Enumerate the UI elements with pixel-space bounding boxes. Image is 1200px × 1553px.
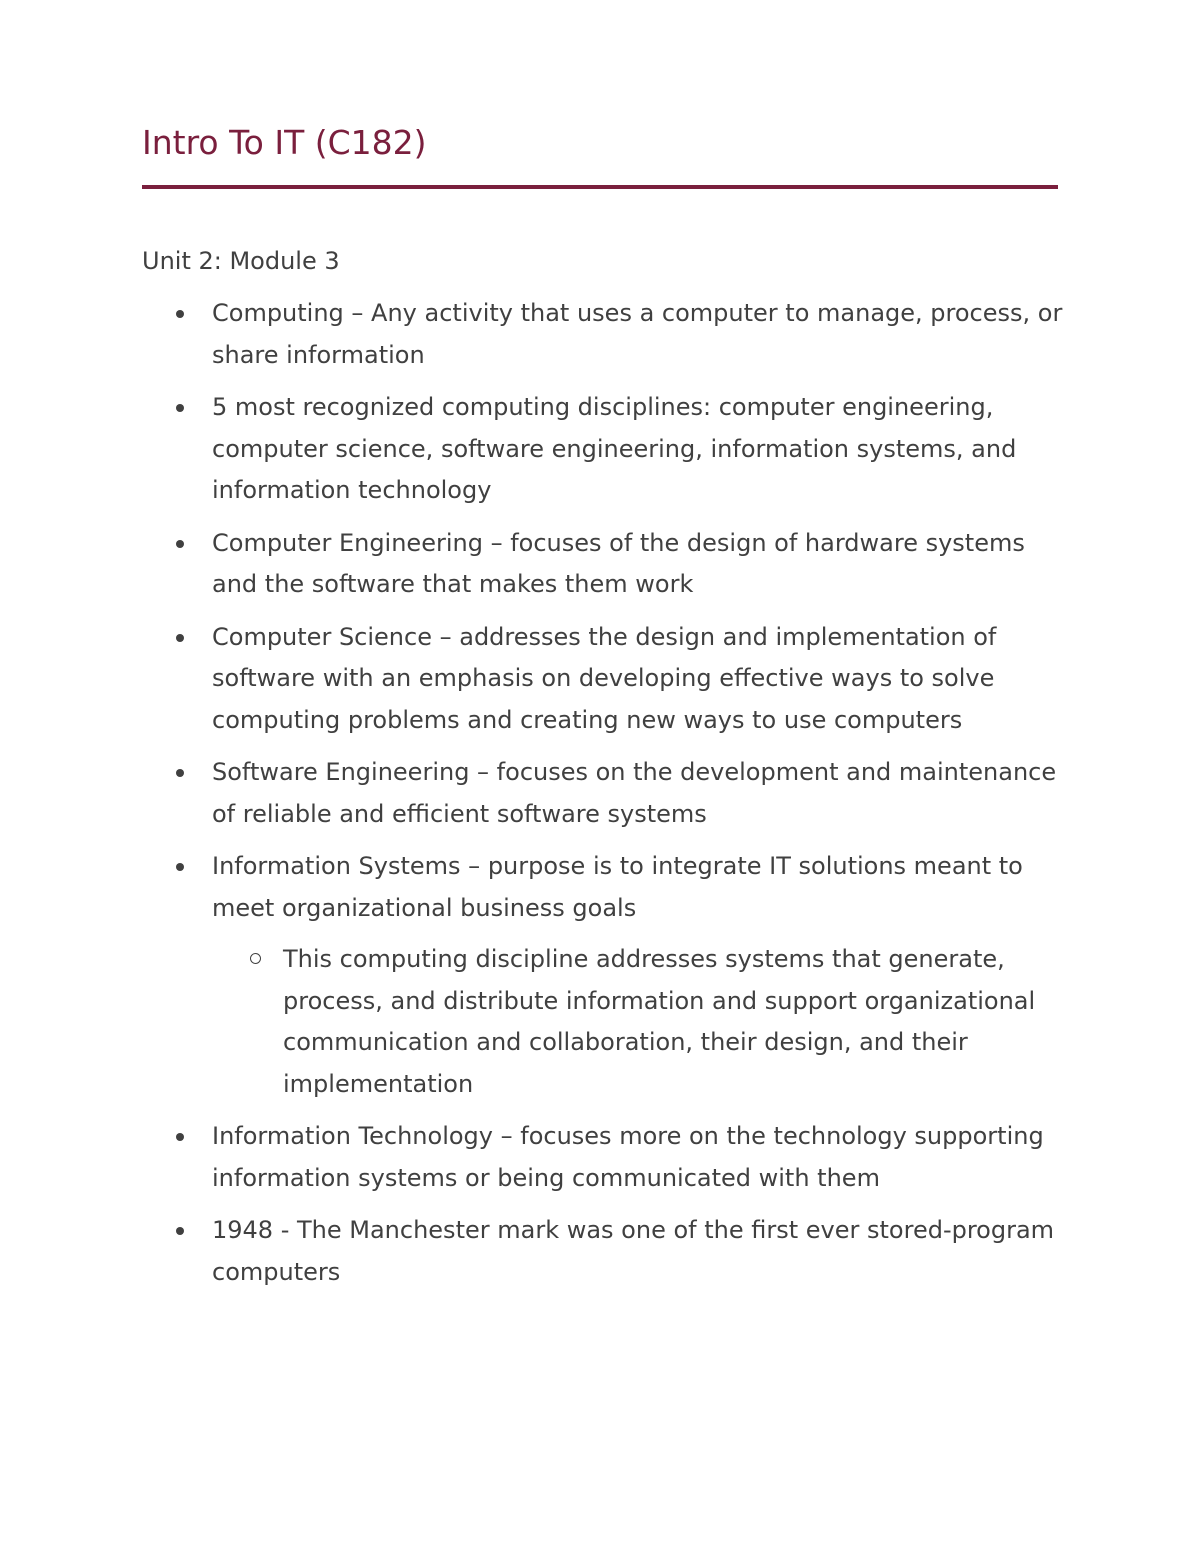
- list-item-text: Computer Science – addresses the design and implementation of software with an emphasis on developing effective ways to solve computing problems and creating new ways to use computers: [212, 622, 997, 734]
- list-item-text: Software Engineering – focuses on the development and maintenance of reliable and efficient software systems: [212, 758, 1057, 828]
- list-item-text: Computer Engineering – focuses of the design of hardware systems and the software that makes them work: [212, 528, 1025, 598]
- hollow-circle-bullet-icon: [250, 953, 261, 964]
- list-item-text: Information Technology – focuses more on the technology supporting information systems or being communicated with them: [212, 1122, 1044, 1192]
- bullet-dot-icon: [176, 1227, 184, 1235]
- sub-list: [212, 939, 1064, 1105]
- bullet-dot-icon: [176, 310, 184, 318]
- bullet-dot-icon: [176, 769, 184, 777]
- notes-list: [0, 293, 1200, 1304]
- sub-list-item: [212, 939, 1063, 1105]
- title-divider: [142, 185, 1058, 189]
- list-item: [0, 293, 1064, 376]
- list-item: [0, 387, 1064, 512]
- list-item-text: Information Systems – purpose is to integrate IT solutions meant to meet organizational business goals: [212, 852, 1023, 922]
- bullet-dot-icon: [176, 404, 184, 412]
- bullet-dot-icon: [176, 540, 184, 548]
- unit-heading: Unit 2: Module 3: [142, 247, 340, 275]
- list-item: [0, 1210, 1064, 1293]
- list-item-text: 5 most recognized computing disciplines: computer engineering, computer science, software engineering, information systems, and information technology: [212, 393, 1017, 504]
- bullet-dot-icon: [176, 1133, 184, 1141]
- list-item: [0, 1116, 1064, 1199]
- list-item: [0, 752, 1064, 835]
- list-item: [0, 846, 1064, 1105]
- list-item: [0, 523, 1064, 606]
- bullet-dot-icon: [176, 634, 184, 642]
- list-item-text: Computing – Any activity that uses a computer to manage, process, or share information: [212, 299, 1063, 369]
- list-item: [0, 617, 1064, 742]
- sub-list-item-text: This computing discipline addresses systems that generate, process, and distribute information and support organizational communication and collaboration, their design, and their implementation: [283, 945, 1036, 1098]
- page-title: Intro To IT (C182): [142, 123, 427, 162]
- bullet-dot-icon: [176, 863, 184, 871]
- list-item-text: 1948 - The Manchester mark was one of the first ever stored-program computers: [212, 1216, 1055, 1286]
